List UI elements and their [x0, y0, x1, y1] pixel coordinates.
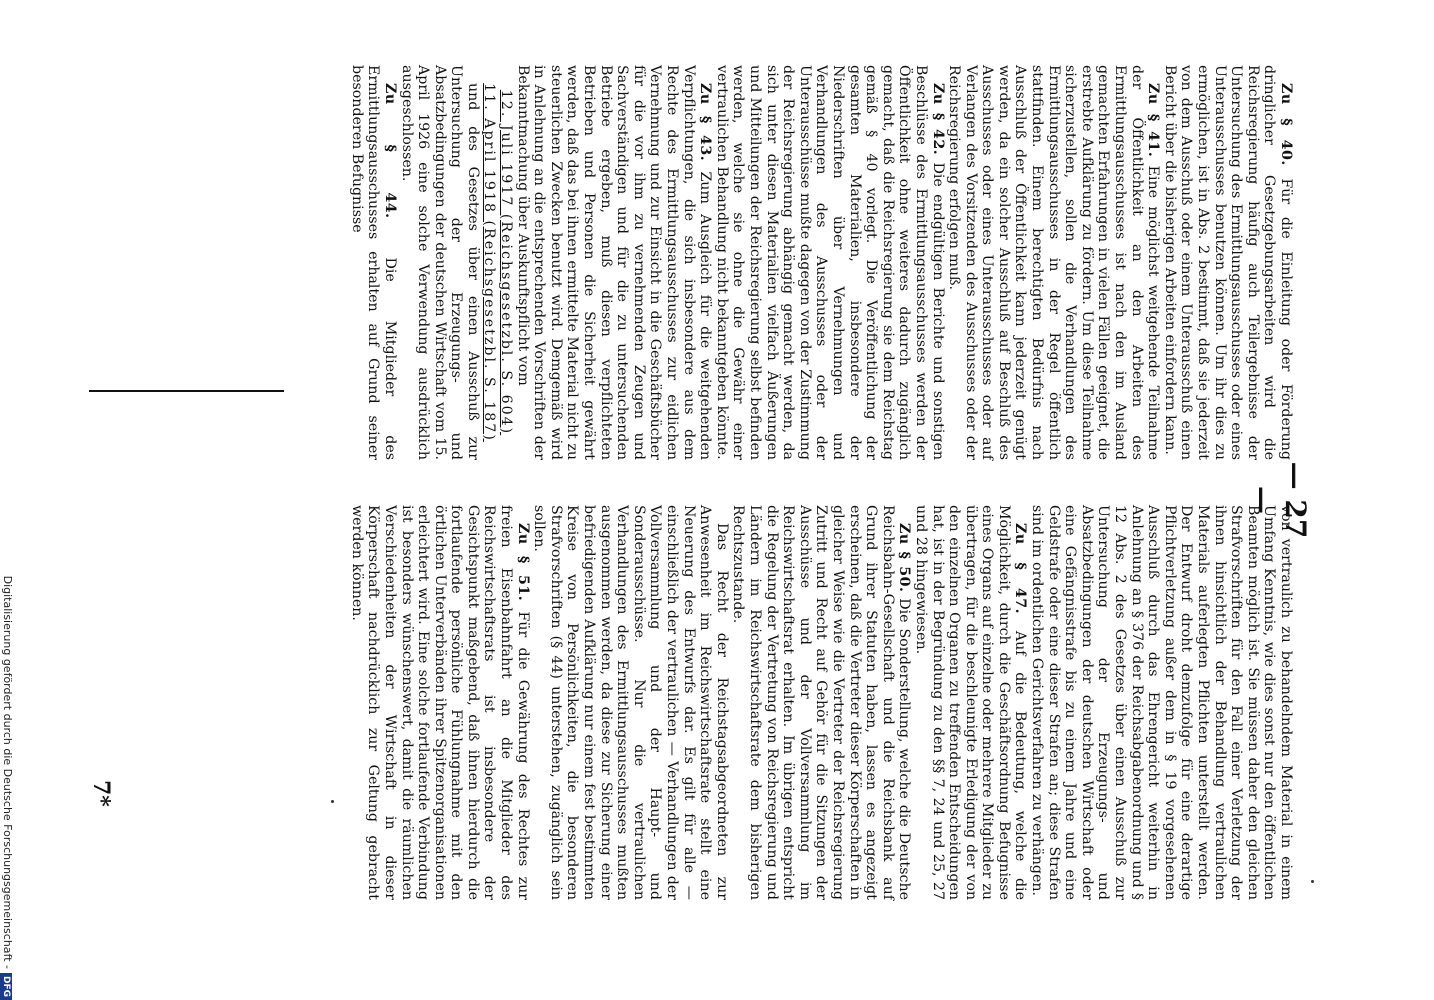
paragraph	[1029, 505, 1295, 900]
dfg-logo: DFG	[0, 973, 12, 1000]
paragraph-text: Die Mitglieder des Ermittlungsausschusses erhalten auf Grund seiner besonderen Befugnisse	[348, 65, 398, 460]
law-reference	[481, 65, 498, 460]
law-reference-text: 11. April 1918 (Reichsgesetzbl. S. 187)	[481, 83, 498, 442]
paragraph-text: von vertraulich zu behandelndem Material in einem Umfang Kenntnis, wie dies sonst nur den öffentlichen Beamten möglich ist. Sie müssen daher den gleichen Strafvorschriften für den Fall einer Verletzung der ihnen hinsichtlich der Behandlung vertraulichen Materials auferlegten Pflichten unterstellt werden. Der Entwurf droht demzufolge für eine derartige Pflichtverletzung außer dem in § 19 vorgesehenen Ausschluß durch das Ehrengericht weiterhin in Anlehnung an § 376 der Reichsabgabenordnung und § 12 Abs. 2 des Gesetzes über einen Ausschuß zur Untersuchung der Erzeugungs- und Absatzbedingungen der deutschen Wirtschaft oder eine Gefängnisstrafe bis zu einem Jahre und eine Geldstrafe oder eine dieser Strafen an; diese Strafen sind im ordentlichen Gerichtsverfahren zu verhängen.	[1029, 505, 1294, 900]
scan-speck	[1311, 880, 1314, 883]
signature-mark: 7*	[88, 780, 114, 807]
paragraph	[514, 65, 713, 460]
section-heading: Zu § 40.	[1278, 83, 1294, 166]
paragraph-text: Eine möglichst weitgehende Teilnahme der Öffentlichkeit an den Arbeiten des Ermittlungsausschusses ist nach den im Ausland gemachten Erfahrungen in vielen Fällen geeignet, die erstrebte Aufklärung zu fördern. Um diese Teilnahme sicherzustellen, sollen die Verhandlungen des Ermittlungsausschusses in der Regel öffentlich stattfinden. Einem berechtigten Bedürfnis nach Ausschluß der Öffentlichkeit kann jederzeit genügt werden, da ein solcher Ausschluß auf Beschluß des Ausschusses oder eines Unterausschusses oder auf Verlangen des Vorsitzenden des Ausschusses oder der Reichsregierung erfolgen muß.	[946, 65, 1162, 461]
footer-text: Digitalisierung gefördert durch die Deutsche Forschungsgemeinschaft -	[1, 575, 14, 969]
paragraph	[730, 505, 913, 900]
paragraph	[912, 505, 1028, 900]
paragraph	[398, 65, 481, 460]
digitization-footer-strip	[0, 0, 16, 1000]
scan-speck	[331, 800, 334, 803]
paragraph	[348, 65, 398, 460]
right-text-column	[348, 505, 1294, 900]
paragraph-text: Das Recht der Reichstagsabgeordneten zur Anwesenheit im Reichswirtschaftsrate stellt eine Neuerung des Entwurfs dar. Es gilt für alle — einschließlich der vertraulichen — Verhandlungen der Vollversammlung und der Haupt- und Sonderausschüsse. Nur die vertraulichen Verhandlungen des Ermittlungsausschusses mußten ausgenommen werden, da diese zur Sicherung einer befriedigenden Aufklärung nur einem fest bestimmten Kreise von Persönlichkeiten, die besonderen Strafvorschriften (§ 44) unterstehen, zugänglich sein sollen.	[531, 505, 730, 900]
paragraph-text: Für die Einleitung oder Förderung dringlicher Gesetzgebungsarbeiten wird die Reichsregierung häufig auch Teilergebnisse der Untersuchung des Ermittlungsausschusses oder eines Unterausschusses benutzen können. Um ihr dies zu ermöglichen, ist in Abs. 2 bestimmt, daß sie jederzeit von dem Ausschuß oder einem Unterausschuß einen Bericht über die bisherigen Arbeiten einfordern kann.	[1161, 65, 1294, 460]
paragraph-text: Die endgültigen Berichte und sonstigen Beschlüsse des Ermittlungsausschusses werden der Öffentlichkeit ohne weiteres dadurch zugänglich gemacht, daß die Reichsregierung sie dem Reichstag gemäß § 40 vorlegt. Die Veröffentlichung der gesamten Materialien, insbesondere der Niederschriften über Vernehmungen und Verhandlungen des Ausschusses oder der Unterausschüsse mußte dagegen von der Zustimmung der Reichsregierung abhängig gemacht werden, da sich unter diesen Materialien vielfach Äußerungen und Mitteilungen der Reichsregierung selbst befinden werden, welche sie ohne die Gewähr einer vertraulichen Behandlung nicht bekanntgeben könnte.	[713, 65, 946, 460]
law-reference	[498, 65, 515, 460]
section-heading: Zu § 41.	[1145, 83, 1162, 158]
paragraph	[1161, 65, 1294, 460]
paragraph	[531, 505, 730, 900]
paragraph	[713, 65, 945, 460]
section-heading: Zu § 44.	[381, 83, 398, 219]
paragraph-text: Zum Ausgleich für die weitgehenden Verpflichtungen, die sich insbesondere aus dem Rechte des Ermittlungsausschusses zur eidlichen Vernehmung und zur Einsicht in die Geschäftsbücher für die vor ihm zu vernehmenden Zeugen und Sachverständigen und für die zu untersuchenden Betriebe ergeben, muß diesen verpflichteten Betrieben und Personen die Sicherheit gewährt werden, daß das bei ihnen ermittelte Material nicht zu steuerlichen Zwecken benutzt wird. Demgemäß wird in Anlehnung an die entsprechenden Vorschriften der Bekanntmachung über Auskunftspflicht vom	[514, 65, 714, 460]
law-reference-text: 12. Juli 1917 (Reichsgesetzbl. S. 604)	[498, 89, 515, 436]
section-heading: Zu § 51.	[514, 523, 531, 602]
section-heading: Zu § 50.	[896, 523, 913, 593]
section-heading: Zu § 47.	[1012, 523, 1029, 615]
paragraph-text: Die Sonderstellung, welche die Deutsche Reichsbahn-Gesellschaft und die Reichsbank auf Grund ihrer Statuten haben, lassen es angezeigt erscheinen, daß die Vertreter dieser Körperschaften in gleicher Weise wie die Vertreter der Reichsregierung Zutritt und Recht auf Gehör für die Sitzungen der Ausschüsse und der Vollversammlung im Reichswirtschaftsrat erhalten. Im übrigen entspricht die Regelung der Vertretung von Reichsregierung und Ländern im Reichswirtschaftsrate dem bisherigen Rechtszustande.	[730, 505, 913, 900]
paragraph-text: Auf die Bedeutung, welche die Möglichkeit, durch die Geschäftsordnung Befugnisse eines Organs auf einzelne oder mehrere Mitglieder zu übertragen, für die beschleunigte Erledigung der von den einzelnen Organen zu treffenden Entscheidungen hat, ist in der Begründung zu den §§ 7, 24 und 25, 27 und 28 hingewiesen.	[912, 505, 1029, 900]
paragraph-text: und des Gesetzes über einen Ausschuß zur Untersuchung der Erzeugungs- und Absatzbedingungen der deutschen Wirtschaft vom 15. April 1926 eine solche Verwendung ausdrücklich ausgeschlossen.	[398, 65, 481, 460]
paragraph-text: Für die Gewährung des Rechtes zur freien Eisenbahnfahrt an die Mitglieder des Reichswirtschaftsrats ist insbesondere der Gesichtspunkt maßgebend, daß ihnen hierdurch die fortlaufende persönliche Fühlungnahme mit den örtlichen Unterverbänden ihrer Spitzenorganisationen erleichtert wird. Eine solche fortlaufende Verbindung ist besonders wünschenswert, damit die räumlichen Verschiedenheiten der Wirtschaft in dieser Körperschaft nachdrücklich zur Geltung gebracht werden können.	[348, 505, 531, 900]
section-heading: Zu § 43.	[697, 83, 714, 162]
paragraph	[946, 65, 1162, 460]
column-end-rule	[89, 390, 284, 392]
section-heading: Zu § 42.	[929, 83, 946, 156]
left-text-column	[348, 65, 1294, 460]
paragraph	[348, 505, 531, 900]
page-number: — 27 —	[1246, 461, 1312, 539]
